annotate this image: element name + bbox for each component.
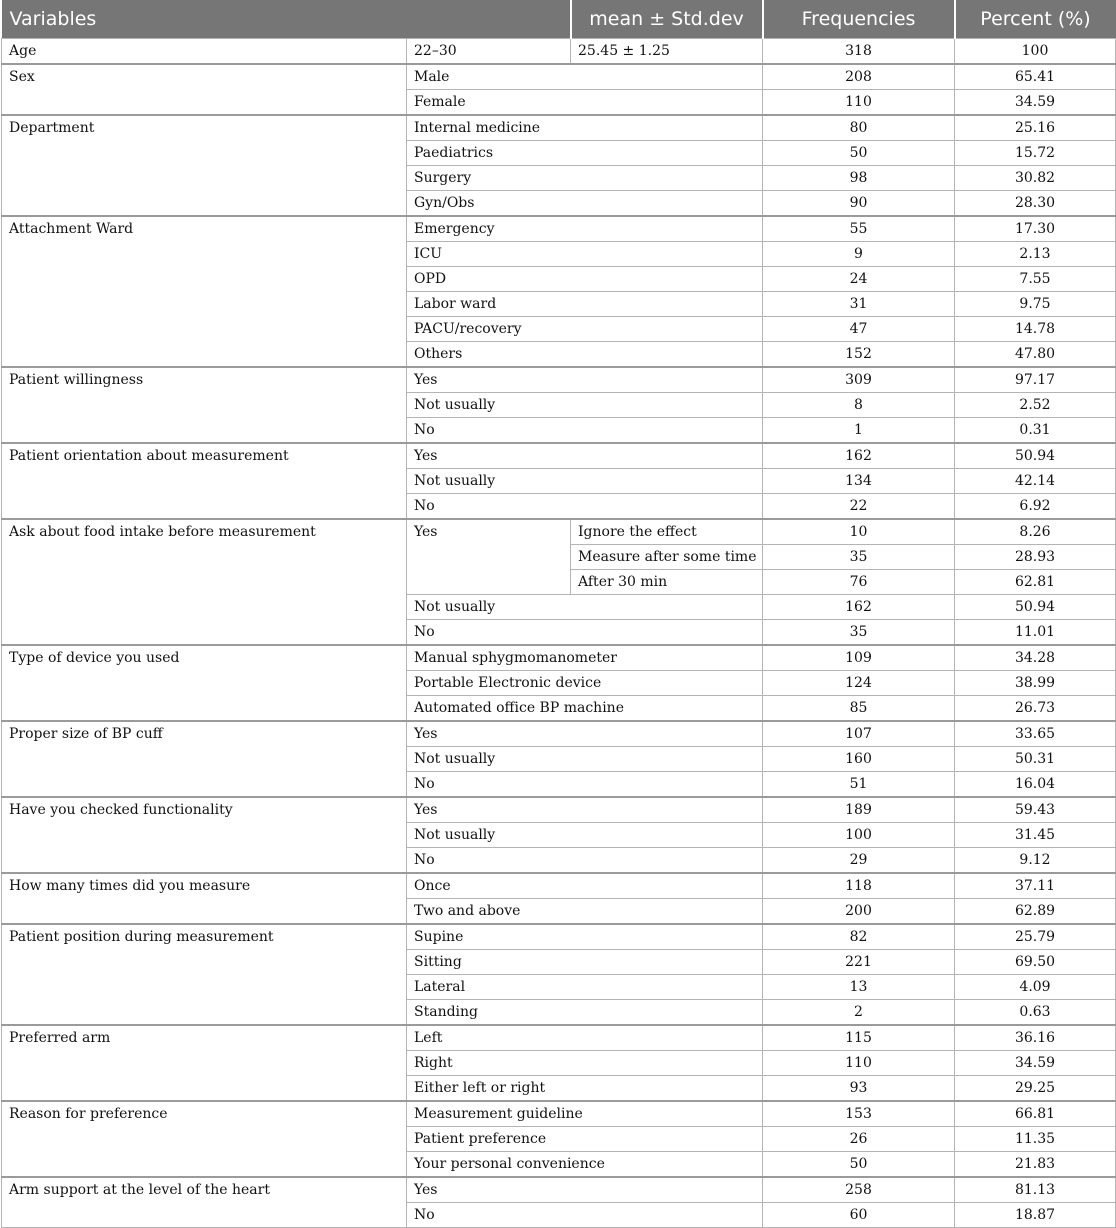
frequency-cell: 35 (763, 620, 955, 646)
frequency-cell: 76 (763, 570, 955, 595)
percent-cell: 28.93 (955, 545, 1116, 570)
percent-cell: 28.30 (955, 191, 1116, 217)
table-row (2, 924, 1116, 950)
percent-cell: 0.63 (955, 1000, 1116, 1026)
option-label: No (407, 848, 763, 874)
variable-label: Arm support at the level of the heart (2, 1177, 407, 1228)
frequency-cell: 22 (763, 494, 955, 520)
percent-cell: 8.26 (955, 519, 1116, 545)
option-label: Left (407, 1025, 763, 1051)
frequency-cell: 51 (763, 772, 955, 798)
variable-label: Sex (2, 64, 407, 115)
percent-cell: 36.16 (955, 1025, 1116, 1051)
percent-cell: 30.82 (955, 166, 1116, 191)
frequency-cell: 110 (763, 1051, 955, 1076)
age-row (2, 39, 1116, 65)
frequency-cell: 90 (763, 191, 955, 217)
percent-cell: 37.11 (955, 873, 1116, 899)
frequency-cell: 13 (763, 975, 955, 1000)
option-label: Sitting (407, 950, 763, 975)
data-table (1, 0, 1116, 1228)
frequency-cell: 50 (763, 141, 955, 166)
option-label: Yes (407, 721, 763, 747)
frequency-cell: 208 (763, 64, 955, 90)
percent-cell: 25.16 (955, 115, 1116, 141)
percent-cell: 17.30 (955, 216, 1116, 242)
table-row (2, 1101, 1116, 1127)
option-label: Gyn/Obs (407, 191, 763, 217)
option-label: Once (407, 873, 763, 899)
option-label: Yes (407, 797, 763, 823)
table-row (2, 721, 1116, 747)
percent-cell: 16.04 (955, 772, 1116, 798)
frequency-cell: 29 (763, 848, 955, 874)
option-label: Female (407, 90, 763, 116)
option-label: Internal medicine (407, 115, 763, 141)
variable-label: Reason for preference (2, 1101, 407, 1177)
header-percent: Percent (%) (955, 0, 1116, 39)
option-label: Right (407, 1051, 763, 1076)
percent-cell: 15.72 (955, 141, 1116, 166)
option-label: Male (407, 64, 763, 90)
option-label: No (407, 772, 763, 798)
frequency-cell: 35 (763, 545, 955, 570)
option-label: ICU (407, 242, 763, 267)
percent-cell: 34.59 (955, 1051, 1116, 1076)
percent-cell: 29.25 (955, 1076, 1116, 1102)
frequency-cell: 115 (763, 1025, 955, 1051)
option-label: Not usually (407, 469, 763, 494)
percent-cell: 50.94 (955, 595, 1116, 620)
header-frequencies: Frequencies (763, 0, 955, 39)
table-row (2, 443, 1116, 469)
frequency-cell: 31 (763, 292, 955, 317)
percent-cell: 65.41 (955, 64, 1116, 90)
percent-cell: 62.81 (955, 570, 1116, 595)
option-label: Labor ward (407, 292, 763, 317)
percent-cell: 0.31 (955, 418, 1116, 444)
age-percent: 100 (955, 39, 1116, 65)
percent-cell: 2.52 (955, 393, 1116, 418)
frequency-cell: 100 (763, 823, 955, 848)
percent-cell: 42.14 (955, 469, 1116, 494)
variable-label: How many times did you measure (2, 873, 407, 924)
option-label: Not usually (407, 747, 763, 772)
frequency-cell: 152 (763, 342, 955, 368)
option-label: Manual sphygmomanometer (407, 645, 763, 671)
percent-cell: 38.99 (955, 671, 1116, 696)
percent-cell: 34.28 (955, 645, 1116, 671)
option-label: Yes (407, 519, 571, 595)
option-label: Yes (407, 367, 763, 393)
option-label: Supine (407, 924, 763, 950)
header-mean-std: mean ± Std.dev (571, 0, 763, 39)
percent-cell: 81.13 (955, 1177, 1116, 1203)
option-label: Not usually (407, 595, 763, 620)
percent-cell: 21.83 (955, 1152, 1116, 1178)
frequency-cell: 80 (763, 115, 955, 141)
option-label: No (407, 1203, 763, 1228)
frequency-cell: 47 (763, 317, 955, 342)
frequency-cell: 162 (763, 443, 955, 469)
table-row (2, 873, 1116, 899)
frequency-cell: 1 (763, 418, 955, 444)
frequency-cell: 55 (763, 216, 955, 242)
option-label: Paediatrics (407, 141, 763, 166)
option-label: Lateral (407, 975, 763, 1000)
frequency-cell: 93 (763, 1076, 955, 1102)
percent-cell: 11.01 (955, 620, 1116, 646)
percent-cell: 62.89 (955, 899, 1116, 925)
table-row (2, 645, 1116, 671)
percent-cell: 33.65 (955, 721, 1116, 747)
frequency-cell: 309 (763, 367, 955, 393)
option-label: Your personal convenience (407, 1152, 763, 1178)
frequency-cell: 98 (763, 166, 955, 191)
option-label: Emergency (407, 216, 763, 242)
frequency-cell: 200 (763, 899, 955, 925)
percent-cell: 59.43 (955, 797, 1116, 823)
frequency-cell: 60 (763, 1203, 955, 1228)
variable-label: Patient position during measurement (2, 924, 407, 1025)
table-row (2, 797, 1116, 823)
table-row (2, 216, 1116, 242)
percent-cell: 26.73 (955, 696, 1116, 722)
option-label: PACU/recovery (407, 317, 763, 342)
frequency-cell: 85 (763, 696, 955, 722)
variable-label: Preferred arm (2, 1025, 407, 1101)
variable-label: Type of device you used (2, 645, 407, 721)
percent-cell: 2.13 (955, 242, 1116, 267)
frequency-cell: 134 (763, 469, 955, 494)
table-body (2, 39, 1116, 1228)
percent-cell: 6.92 (955, 494, 1116, 520)
option-label: Not usually (407, 823, 763, 848)
percent-cell: 11.35 (955, 1127, 1116, 1152)
header-row (2, 0, 1116, 39)
age-mean-std: 25.45 ± 1.25 (571, 39, 763, 65)
table-row (2, 367, 1116, 393)
table-row (2, 115, 1116, 141)
percent-cell: 50.94 (955, 443, 1116, 469)
frequency-cell: 2 (763, 1000, 955, 1026)
option-label: Yes (407, 443, 763, 469)
option-label: OPD (407, 267, 763, 292)
table-row (2, 519, 1116, 545)
option-label: Others (407, 342, 763, 368)
option-label: Either left or right (407, 1076, 763, 1102)
variable-label: Department (2, 115, 407, 216)
percent-cell: 66.81 (955, 1101, 1116, 1127)
option-label: No (407, 494, 763, 520)
frequency-cell: 50 (763, 1152, 955, 1178)
percent-cell: 47.80 (955, 342, 1116, 368)
table-header (2, 0, 1116, 39)
option-label: Two and above (407, 899, 763, 925)
variable-label: Attachment Ward (2, 216, 407, 367)
variable-label: Patient orientation about measurement (2, 443, 407, 519)
percent-cell: 25.79 (955, 924, 1116, 950)
variable-label: Ask about food intake before measurement (2, 519, 407, 645)
percent-cell: 18.87 (955, 1203, 1116, 1228)
variable-label: Patient willingness (2, 367, 407, 443)
age-frequency: 318 (763, 39, 955, 65)
percent-cell: 31.45 (955, 823, 1116, 848)
option-label: No (407, 418, 763, 444)
percent-cell: 4.09 (955, 975, 1116, 1000)
table-row (2, 1025, 1116, 1051)
frequency-cell: 258 (763, 1177, 955, 1203)
frequency-cell: 107 (763, 721, 955, 747)
percent-cell: 7.55 (955, 267, 1116, 292)
percent-cell: 14.78 (955, 317, 1116, 342)
option-label: Standing (407, 1000, 763, 1026)
frequency-cell: 153 (763, 1101, 955, 1127)
frequency-cell: 24 (763, 267, 955, 292)
option-label: Not usually (407, 393, 763, 418)
percent-cell: 69.50 (955, 950, 1116, 975)
frequency-cell: 110 (763, 90, 955, 116)
frequency-cell: 160 (763, 747, 955, 772)
table-row (2, 1177, 1116, 1203)
header-variables: Variables (2, 0, 571, 39)
frequency-cell: 9 (763, 242, 955, 267)
option-label: Measurement guideline (407, 1101, 763, 1127)
sub-option-label: Ignore the effect (571, 519, 763, 545)
percent-cell: 34.59 (955, 90, 1116, 116)
sub-option-label: After 30 min (571, 570, 763, 595)
frequency-cell: 118 (763, 873, 955, 899)
frequency-cell: 189 (763, 797, 955, 823)
frequency-cell: 26 (763, 1127, 955, 1152)
frequency-cell: 10 (763, 519, 955, 545)
variable-label: Have you checked functionality (2, 797, 407, 873)
frequency-cell: 162 (763, 595, 955, 620)
table-row (2, 64, 1116, 90)
frequency-cell: 124 (763, 671, 955, 696)
age-label: Age (2, 39, 407, 65)
frequency-cell: 8 (763, 393, 955, 418)
option-label: Automated office BP machine (407, 696, 763, 722)
sub-option-label: Measure after some time (571, 545, 763, 570)
percent-cell: 9.12 (955, 848, 1116, 874)
option-label: Portable Electronic device (407, 671, 763, 696)
option-label: Surgery (407, 166, 763, 191)
variable-label: Proper size of BP cuff (2, 721, 407, 797)
age-range: 22–30 (407, 39, 571, 65)
option-label: No (407, 620, 763, 646)
frequency-cell: 82 (763, 924, 955, 950)
frequency-cell: 221 (763, 950, 955, 975)
percent-cell: 97.17 (955, 367, 1116, 393)
percent-cell: 9.75 (955, 292, 1116, 317)
option-label: Yes (407, 1177, 763, 1203)
frequency-cell: 109 (763, 645, 955, 671)
percent-cell: 50.31 (955, 747, 1116, 772)
option-label: Patient preference (407, 1127, 763, 1152)
